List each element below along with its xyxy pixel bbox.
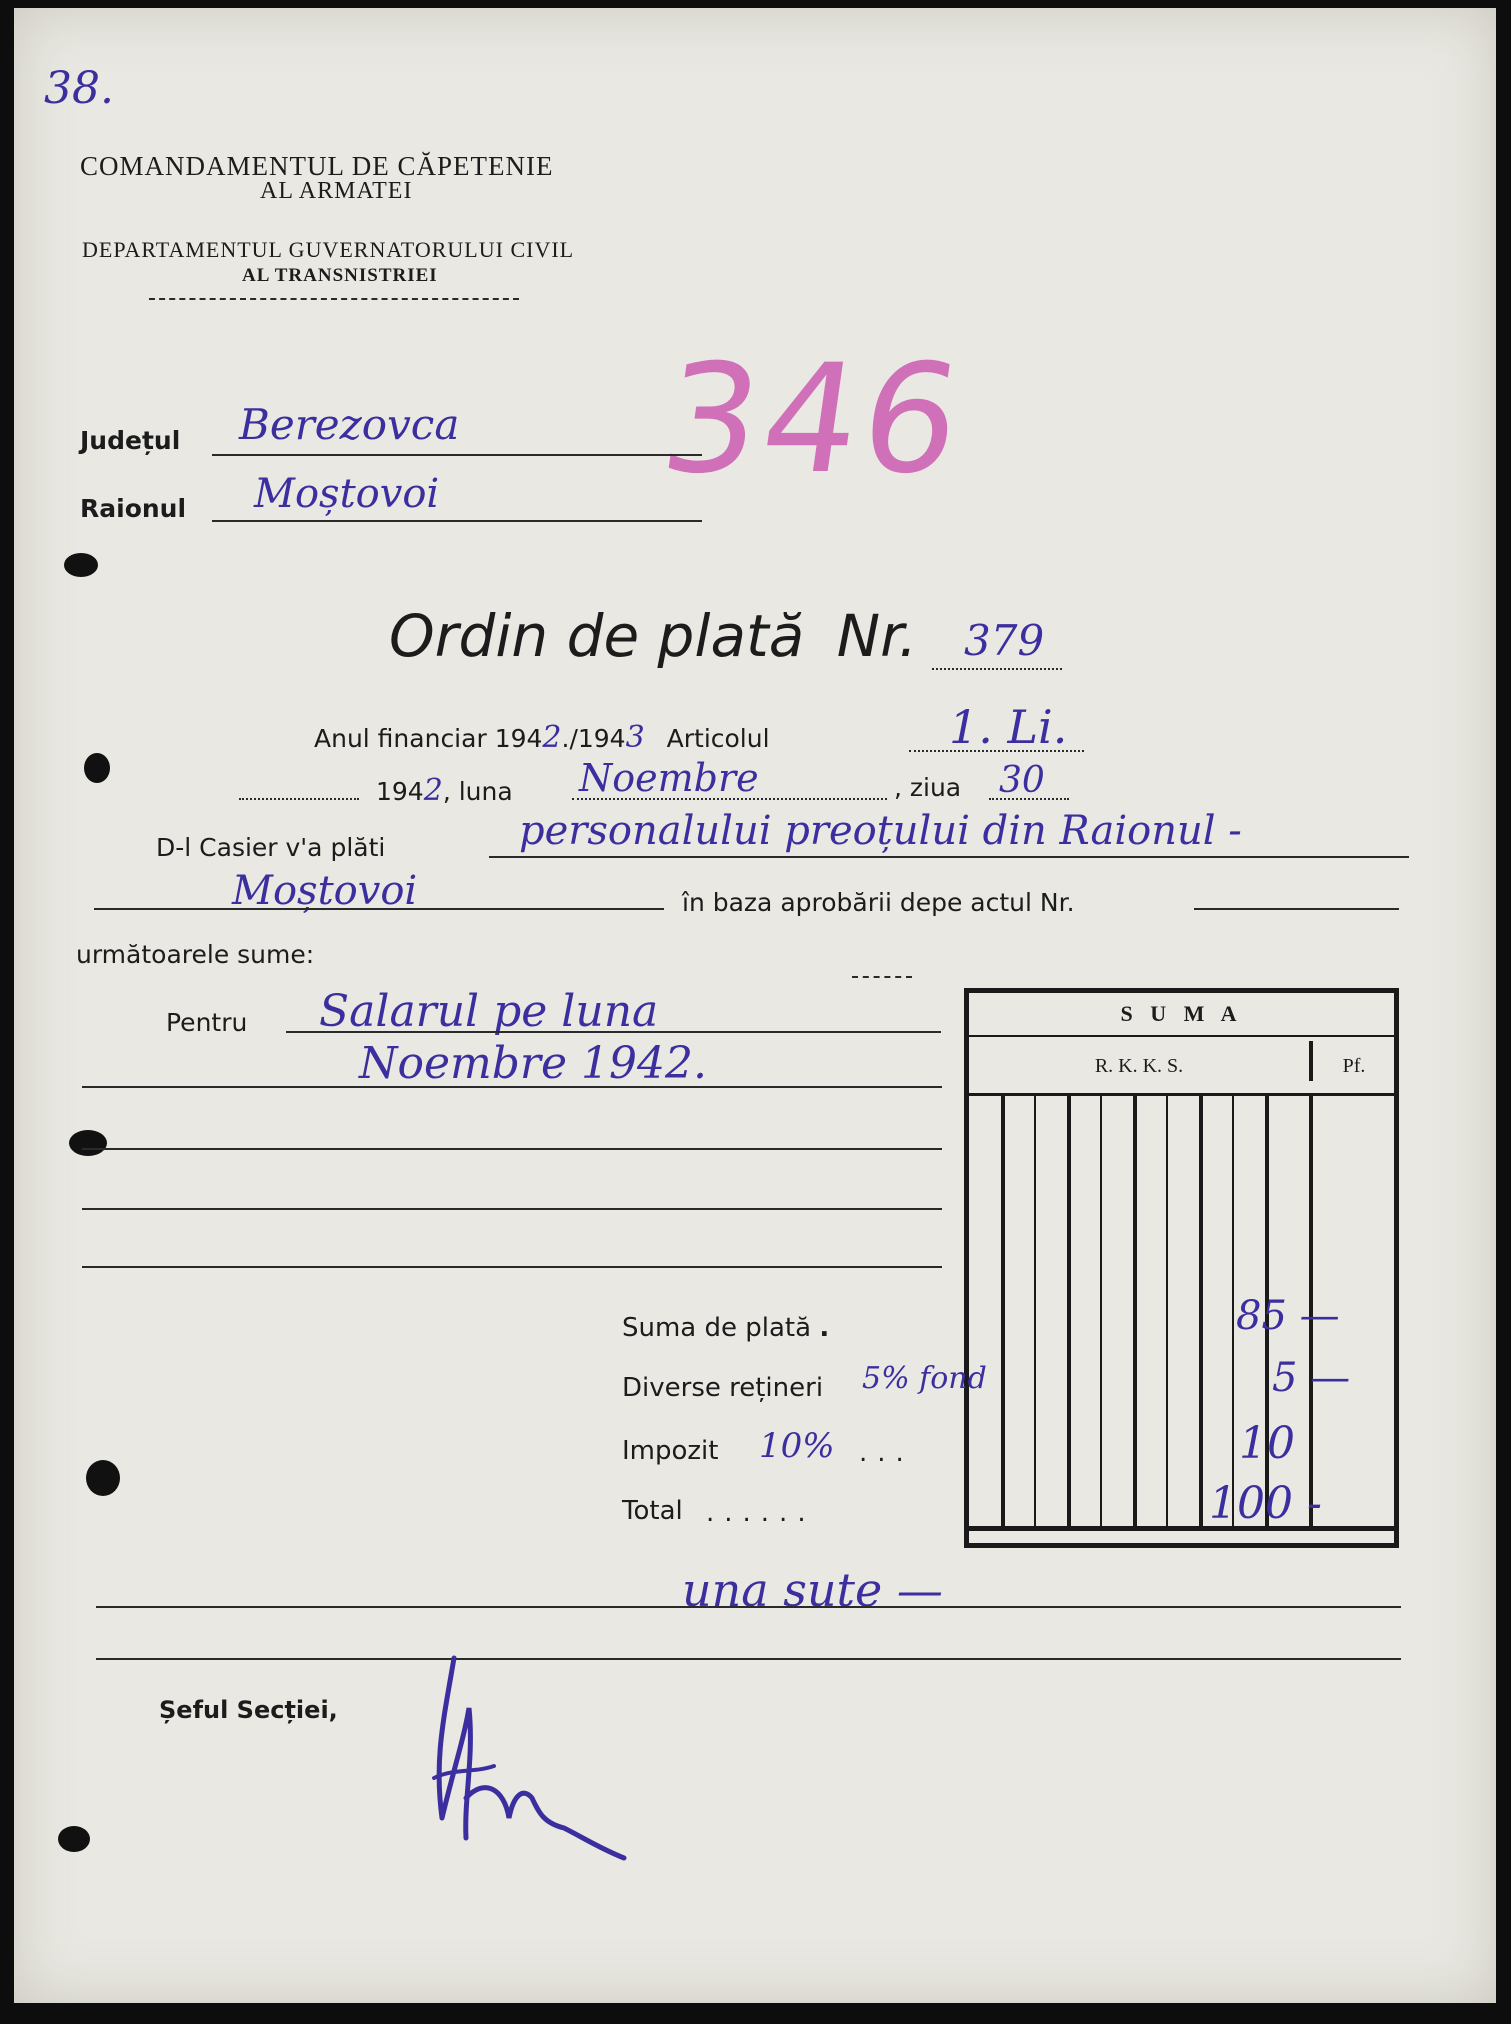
title-nr-label: Nr. — [836, 602, 918, 670]
blank-rule — [82, 1266, 942, 1268]
pentru-rule1 — [286, 1031, 941, 1033]
total-dots: ...... — [706, 1498, 816, 1528]
ziua-line — [989, 798, 1069, 800]
articol-label: Articolul — [666, 724, 770, 753]
payment-order-document — [14, 8, 1496, 2003]
blank-rule — [82, 1148, 942, 1150]
year-digit-2: 3 — [625, 720, 645, 755]
raionul-label: Raionul — [80, 494, 187, 523]
suma-col-pf: Pf. — [1342, 1055, 1366, 1077]
casier-value-line1: personalului preoțului din Raionul - — [519, 808, 1242, 854]
date-lead-line — [239, 798, 359, 800]
header-line1: COMANDAMENTUL DE CĂPETENIE — [80, 151, 554, 181]
table-rule — [969, 1526, 1394, 1531]
luna-value: Noembre — [579, 756, 759, 800]
casier-label: D-l Casier v'a plăti — [156, 833, 386, 862]
casier-line2 — [94, 908, 664, 910]
aprobare-line — [1194, 908, 1399, 910]
header-line4: AL TRANSNISTRIEI — [242, 265, 438, 286]
punch-hole — [64, 553, 98, 577]
amount-rule — [96, 1606, 1401, 1608]
amount-in-words: una sute — — [682, 1563, 943, 1617]
registry-number: 346 — [651, 333, 975, 507]
table-column-rule — [1133, 1096, 1137, 1526]
table-column-rule — [1199, 1096, 1203, 1526]
year-label: Anul financiar — [314, 724, 487, 753]
impozit-note: 10% — [759, 1426, 835, 1466]
year-digit-1: 2 — [542, 720, 562, 755]
luna-line — [572, 798, 887, 800]
impozit-dots: ... — [859, 1438, 914, 1468]
articol-line — [909, 750, 1084, 752]
suma-de-plata-value: 85 — — [1236, 1293, 1340, 1339]
punch-hole — [84, 753, 110, 783]
diverse-retineri-note: 5% fond — [862, 1361, 987, 1396]
header-divider — [149, 298, 519, 300]
raionul-value: Moștovoi — [254, 471, 440, 517]
table-column-rule — [1034, 1096, 1036, 1526]
amount-rule-2 — [96, 1658, 1401, 1660]
order-number-line — [932, 668, 1062, 670]
page-number: 38. — [44, 63, 114, 114]
punch-hole — [69, 1130, 107, 1156]
date-year-prefix: 194 — [376, 777, 424, 806]
total-label: Total — [622, 1496, 683, 1526]
ziua-value: 30 — [999, 760, 1045, 801]
order-number: 379 — [964, 616, 1045, 665]
diverse-retineri-value: 5 — — [1272, 1355, 1351, 1401]
suma-table — [964, 988, 1399, 1548]
suma-de-plata-label: Suma de plată . — [622, 1313, 830, 1343]
judetul-value: Berezovca — [239, 400, 460, 449]
table-rule — [1309, 1041, 1313, 1081]
sef-sectiei-label: Șeful Secției, — [159, 1696, 338, 1724]
pentru-line2: Noembre 1942. — [359, 1038, 707, 1089]
table-rule — [969, 1035, 1394, 1037]
total-value: 100 - — [1209, 1478, 1322, 1529]
date-year — [376, 773, 513, 808]
pentru-rule2 — [82, 1086, 942, 1088]
dash-mark — [852, 976, 912, 978]
urmatoarele-label: următoarele sume: — [76, 940, 315, 969]
suma-de-plata-text: Suma de plată — [622, 1313, 812, 1343]
impozit-value: 10 — [1239, 1418, 1295, 1469]
table-rule — [969, 1093, 1394, 1096]
document-title — [389, 602, 917, 670]
casier-value-line2: Moștovoi — [232, 868, 418, 914]
punch-hole — [58, 1826, 90, 1852]
table-column-rule — [1100, 1096, 1102, 1526]
judetul-line — [212, 454, 702, 456]
luna-label: , luna — [442, 777, 513, 806]
impozit-label — [622, 1436, 718, 1466]
header-line2: AL ARMATEI — [260, 178, 413, 204]
pentru-label: Pentru — [166, 1008, 248, 1037]
year-separator: ./194 — [561, 724, 626, 753]
table-column-rule — [1166, 1096, 1168, 1526]
year-prefix-1: 194 — [494, 724, 543, 753]
suma-col-rkks: R. K. K. S. — [1094, 1055, 1184, 1077]
financial-year-row — [314, 720, 770, 755]
punch-hole — [86, 1460, 120, 1496]
aprobare-label: în baza aprobării depe actul Nr. — [682, 888, 1075, 917]
signature-image — [414, 1648, 694, 1868]
table-column-rule — [1067, 1096, 1071, 1526]
table-column-rule — [1232, 1096, 1234, 1526]
impozit-text: Impozit — [622, 1436, 719, 1466]
title-text: Ordin de plată — [389, 602, 805, 670]
header-line3: DEPARTAMENTUL GUVERNATORULUI CIVIL — [82, 237, 575, 262]
suma-table-title: S U M A — [1120, 1001, 1243, 1026]
table-column-rule — [1001, 1096, 1005, 1526]
casier-line1 — [489, 856, 1409, 858]
blank-rule — [82, 1208, 942, 1210]
articol-value: 1. Li. — [949, 700, 1068, 754]
judetul-label: Județul — [80, 426, 181, 455]
date-year-digit: 2 — [423, 773, 443, 808]
diverse-retineri-label: Diverse rețineri — [622, 1373, 824, 1403]
raionul-line — [212, 520, 702, 522]
ziua-label: , ziua — [894, 773, 962, 802]
pentru-line1: Salarul pe luna — [319, 986, 659, 1037]
